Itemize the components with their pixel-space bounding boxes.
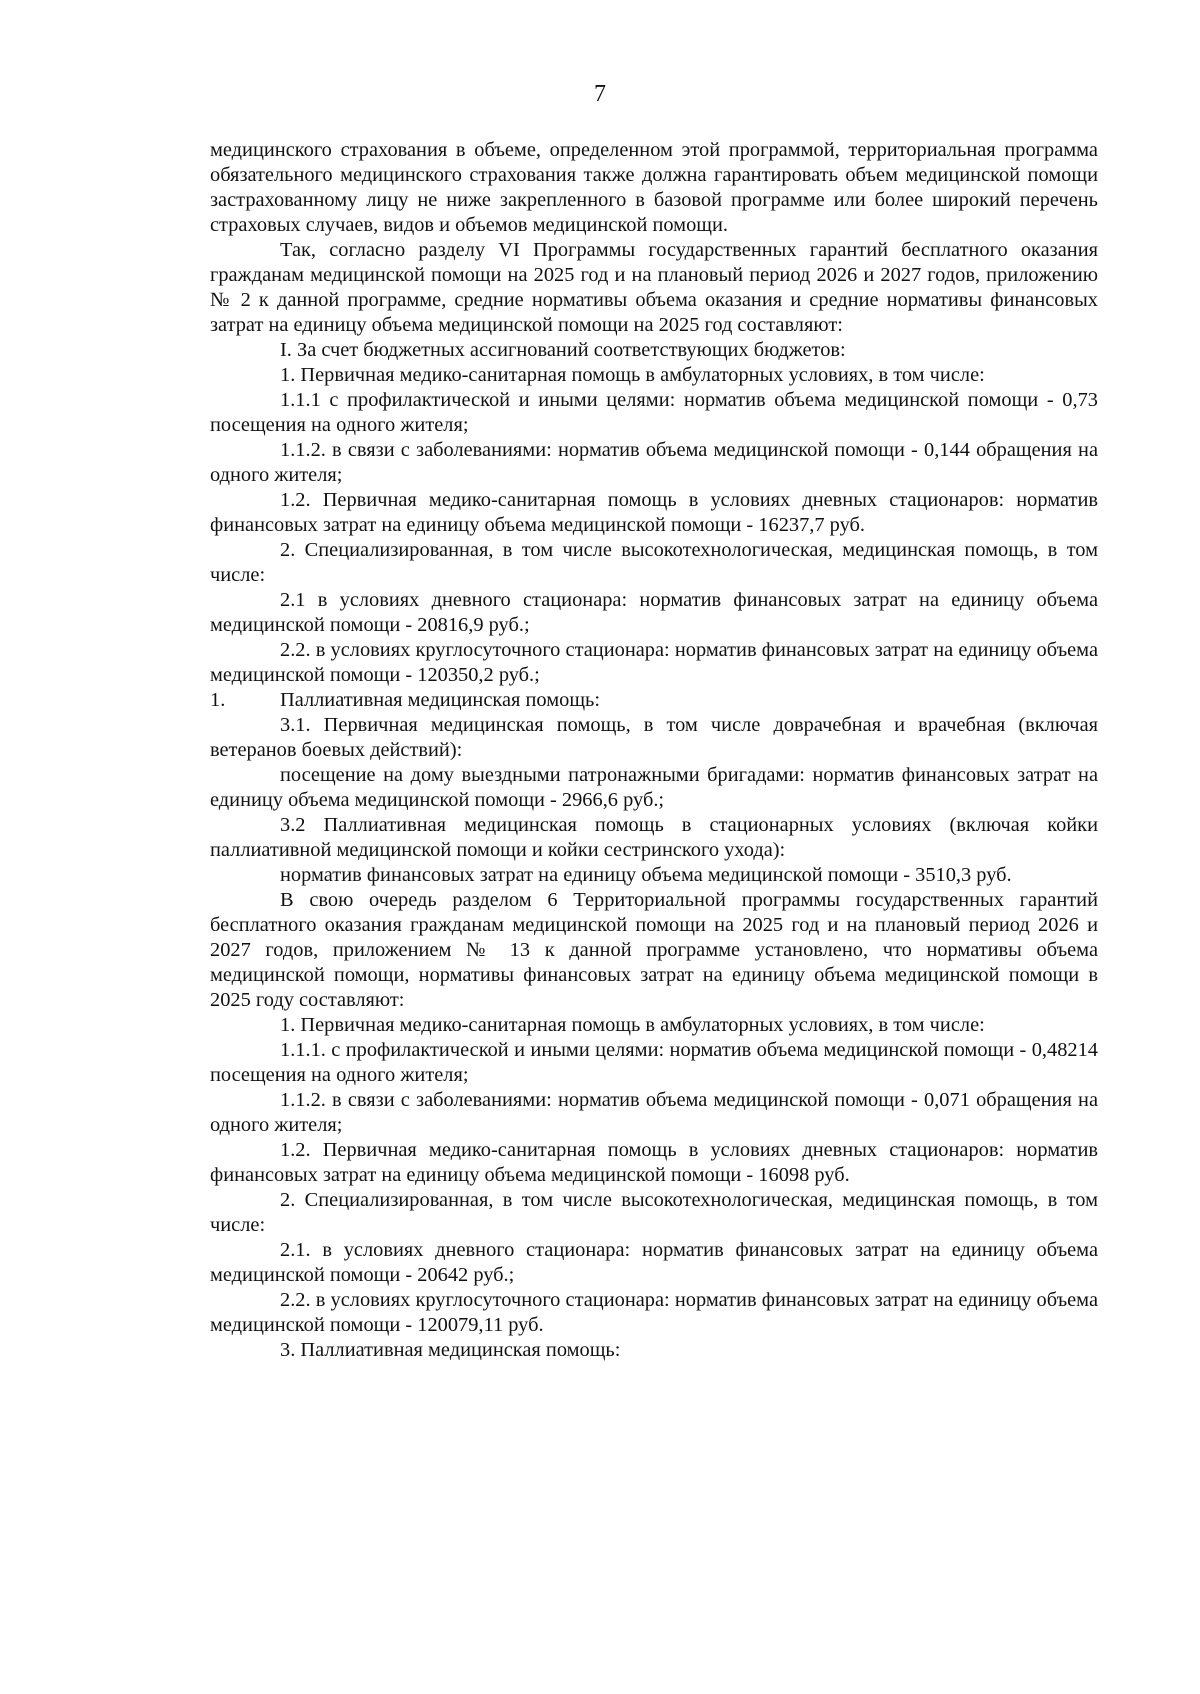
paragraph-federal-1-1-2: 1.1.2. в связи с заболеваниями: норматив объема медицинской помощи - 0,144 обращения на одного жителя; (210, 439, 1098, 486)
paragraph-territorial-1: 1. Первичная медико-санитарная помощь в амбулаторных условиях, в том числе: (280, 1014, 985, 1036)
paragraph-federal-2-1: 2.1 в условиях дневного стационара: норматив финансовых затрат на единицу объема медицинской помощи - 20816,9 руб.; (210, 589, 1098, 636)
document-body (210, 138, 1098, 1363)
paragraph-federal-1-2: 1.2. Первичная медико-санитарная помощь в условиях дневных стационаров: норматив финансовых затрат на единицу объема медицинской помощи - 16237,7 руб. (210, 489, 1098, 536)
paragraph-federal-inpatient-norm: норматив финансовых затрат на единицу объема медицинской помощи - 3510,3 руб. (280, 864, 1012, 886)
paragraph-territorial-2: 2. Специализированная, в том числе высокотехнологическая, медицинская помощь, в том числе: (210, 1189, 1098, 1236)
paragraph-federal-1-1-1: 1.1.1 с профилактической и иными целями: норматив объема медицинской помощи - 0,73 посещения на одного жителя; (210, 389, 1098, 436)
page-number: 7 (594, 81, 606, 107)
paragraph-federal-program: Так, согласно разделу VI Программы государственных гарантий бесплатного оказания гражданам медицинской помощи на 2025 год и на плановый период 2026 и 2027 годов, приложению № 2 к данной программе, средние нормативы объема оказания и средние нормативы финансовых затрат на единицу объема медицинской помощи на 2025 год составляют: (210, 239, 1098, 336)
paragraph-federal-3-1: 3.1. Первичная медицинская помощь, в том числе доврачебная и врачебная (включая ветеранов боевых действий): (210, 714, 1098, 761)
paragraph-federal-home-visits: посещение на дому выездными патронажными бригадами: норматив финансовых затрат на единицу объема медицинской помощи - 2966,6 руб.; (210, 764, 1098, 811)
paragraph-territorial-3: 3. Паллиативная медицинская помощь: (280, 1339, 621, 1361)
paragraph-territorial-2-2: 2.2. в условиях круглосуточного стационара: норматив финансовых затрат на единицу объема медицинской помощи - 120079,11 руб. (210, 1289, 1098, 1336)
list-item-text: Паллиативная медицинская помощь: (280, 689, 600, 711)
paragraph-federal-3 (210, 688, 1098, 713)
paragraph-territorial-program: В свою очередь разделом 6 Территориальной программы государственных гарантий бесплатного оказания гражданам медицинской помощи на 2025 год и на плановый период 2026 и 2027 годов, приложением № 13 к данной программе установлено, что нормативы объема медицинской помощи, нормативы финансовых затрат на единицу объема медицинской помощи в 2025 году составляют: (210, 889, 1098, 1011)
paragraph-territorial-2-1: 2.1. в условиях дневного стационара: норматив финансовых затрат на единицу объема медицинской помощи - 20642 руб.; (210, 1239, 1098, 1286)
paragraph-territorial-1-1-2: 1.1.2. в связи с заболеваниями: норматив объема медицинской помощи - 0,071 обращения на одного жителя; (210, 1089, 1098, 1136)
paragraph-federal-2-2: 2.2. в условиях круглосуточного стационара: норматив финансовых затрат на единицу объема медицинской помощи - 120350,2 руб.; (210, 639, 1098, 686)
paragraph-federal-1: 1. Первичная медико-санитарная помощь в амбулаторных условиях, в том числе: (280, 364, 985, 386)
paragraph-federal-2: 2. Специализированная, в том числе высокотехнологическая, медицинская помощь, в том числе: (210, 539, 1098, 586)
paragraph-territorial-1-2: 1.2. Первичная медико-санитарная помощь в условиях дневных стационаров: норматив финансовых затрат на единицу объема медицинской помощи - 16098 руб. (210, 1139, 1098, 1186)
paragraph-federal-3-2: 3.2 Паллиативная медицинская помощь в стационарных условиях (включая койки паллиативной медицинской помощи и койки сестринского ухода): (210, 814, 1098, 861)
paragraph-budget-heading: I. За счет бюджетных ассигнований соответствующих бюджетов: (280, 339, 846, 361)
paragraph-intro-continued: медицинского страхования в объеме, определенном этой программой, территориальная программа обязательного медицинского страхования также должна гарантировать объем медицинской помощи застрахованному лицу не ниже закрепленного в базовой программе или более широкий перечень страховых случаев, видов и объемов медицинской помощи. (210, 139, 1098, 236)
list-number: 1. (210, 689, 226, 711)
paragraph-territorial-1-1-1: 1.1.1. с профилактической и иными целями: норматив объема медицинской помощи - 0,48214 посещения на одного жителя; (210, 1039, 1098, 1086)
